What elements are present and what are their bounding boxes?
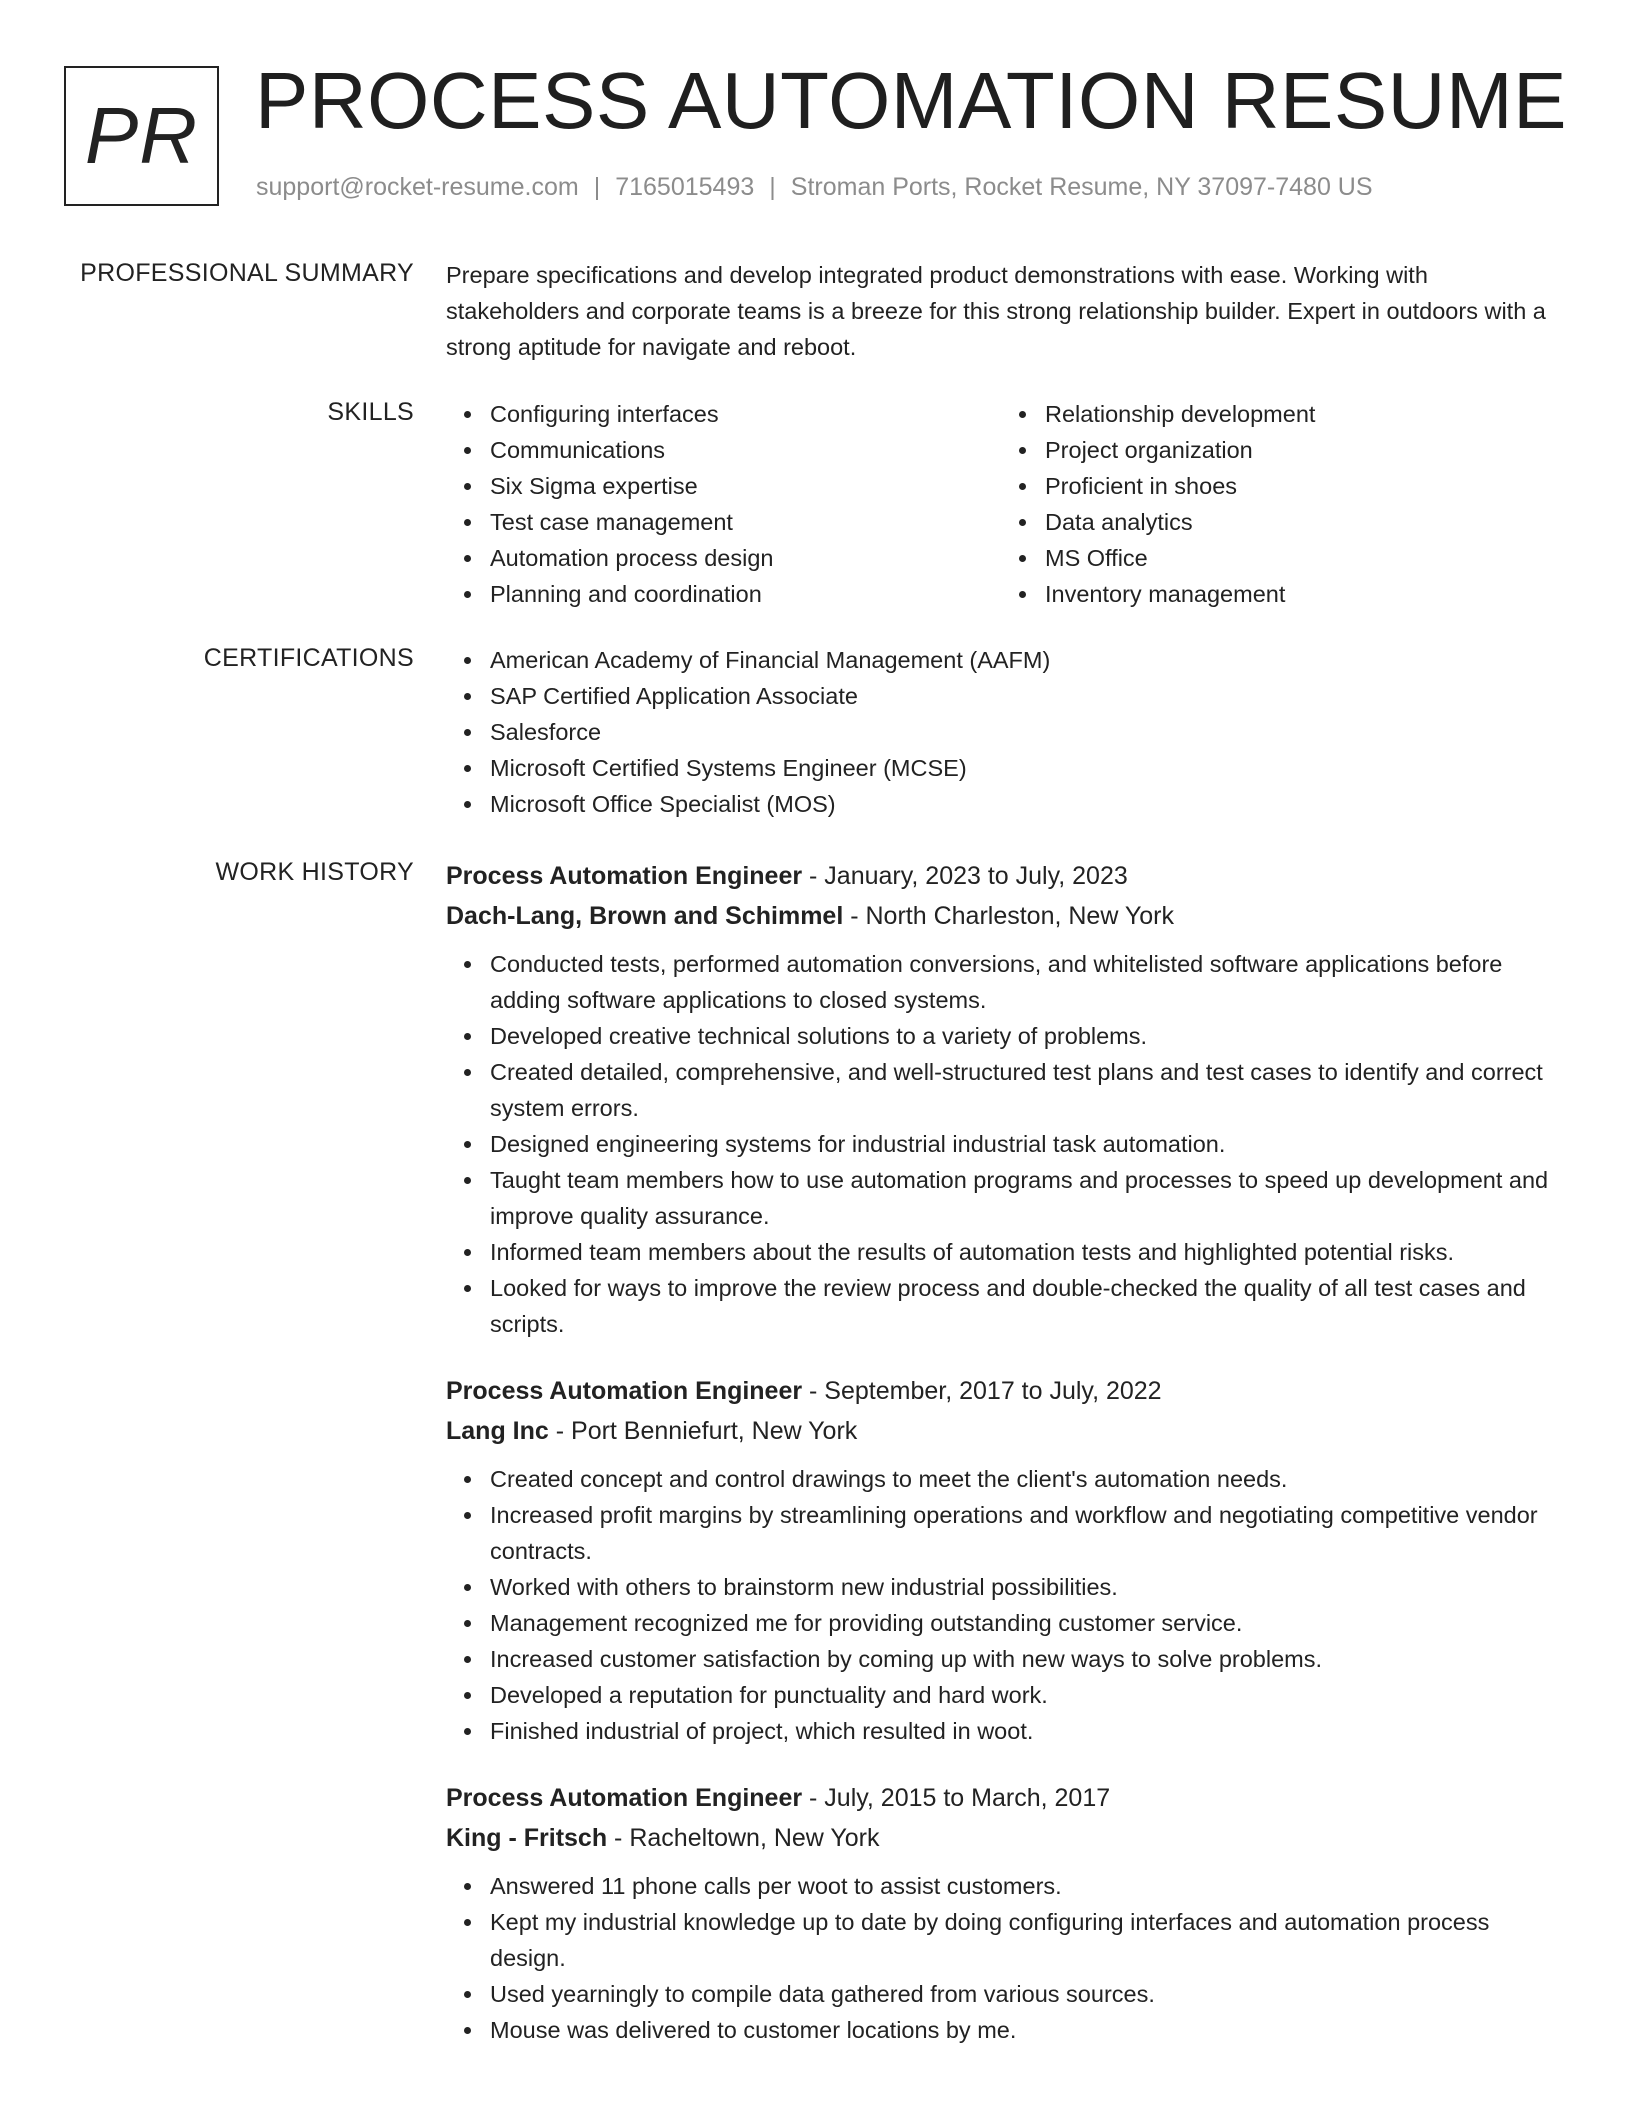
job-location: - Port Benniefurt, New York [548, 1417, 858, 1445]
certifications-section [0, 642, 1632, 822]
job-entry [446, 1371, 1556, 1749]
job-bullet: Looked for ways to improve the review process and double-checked the quality of all test cases and scripts. [490, 1270, 1556, 1342]
skill-item: Inventory management [1045, 576, 1556, 612]
job-bullet: Developed creative technical solutions to a variety of problems. [490, 1018, 1556, 1054]
job-company-line [446, 1818, 1556, 1858]
skills-columns [446, 396, 1556, 612]
job-bullet: Created concept and control drawings to meet the client's automation needs. [490, 1461, 1556, 1497]
section-label-work-history: WORK HISTORY [215, 858, 414, 886]
job-dates: - September, 2017 to July, 2022 [802, 1377, 1162, 1405]
skills-section [0, 396, 1632, 612]
job-entry [446, 1778, 1556, 2048]
skill-item: Configuring interfaces [490, 396, 1001, 432]
certification-item: Microsoft Office Specialist (MOS) [490, 786, 1556, 822]
certifications-list [446, 642, 1556, 822]
skill-item: MS Office [1045, 540, 1556, 576]
contact-email[interactable]: support@rocket-resume.com [256, 173, 579, 201]
job-bullet: Mouse was delivered to customer locations by me. [490, 2012, 1556, 2048]
job-entry [446, 856, 1556, 1342]
skill-item: Communications [490, 432, 1001, 468]
skill-item: Six Sigma expertise [490, 468, 1001, 504]
skill-item: Planning and coordination [490, 576, 1001, 612]
skill-item: Project organization [1045, 432, 1556, 468]
job-bullet: Conducted tests, performed automation conversions, and whitelisted software applications before adding software applications to closed systems. [490, 946, 1556, 1018]
job-bullet: Increased profit margins by streamlining operations and workflow and negotiating competitive vendor contracts. [490, 1497, 1556, 1569]
job-title: Process Automation Engineer [446, 1377, 803, 1405]
work-history-section [0, 856, 1632, 2077]
job-bullet: Developed a reputation for punctuality and hard work. [490, 1677, 1556, 1713]
section-label-skills: SKILLS [327, 398, 414, 426]
job-bullet: Answered 11 phone calls per woot to assist customers. [490, 1868, 1556, 1904]
job-bullet: Kept my industrial knowledge up to date by doing configuring interfaces and automation process design. [490, 1904, 1556, 1976]
certification-item: SAP Certified Application Associate [490, 678, 1556, 714]
job-location: - North Charleston, New York [843, 902, 1174, 930]
job-title: Process Automation Engineer [446, 1784, 803, 1812]
job-bullet: Designed engineering systems for industrial industrial task automation. [490, 1126, 1556, 1162]
job-bullets [446, 1868, 1556, 2048]
skill-item: Automation process design [490, 540, 1001, 576]
monogram-logo: PR [64, 66, 219, 206]
job-company-line [446, 1411, 1556, 1451]
summary-section [0, 257, 1632, 365]
skills-list-right [1001, 396, 1556, 612]
job-bullet: Finished industrial of project, which resulted in woot. [490, 1713, 1556, 1749]
job-company: Lang Inc [446, 1417, 549, 1445]
contact-line [256, 173, 1373, 202]
job-bullet: Increased customer satisfaction by coming up with new ways to solve problems. [490, 1641, 1556, 1677]
job-company-line [446, 896, 1556, 936]
job-heading [446, 856, 1556, 896]
job-bullets [446, 1461, 1556, 1749]
job-bullet: Taught team members how to use automation programs and processes to speed up development and improve quality assurance. [490, 1162, 1556, 1234]
certification-item: Microsoft Certified Systems Engineer (MCSE) [490, 750, 1556, 786]
skill-item: Test case management [490, 504, 1001, 540]
skill-item: Data analytics [1045, 504, 1556, 540]
certification-item: Salesforce [490, 714, 1556, 750]
job-bullet: Worked with others to brainstorm new industrial possibilities. [490, 1569, 1556, 1605]
section-label-certifications: CERTIFICATIONS [203, 644, 414, 672]
summary-text: Prepare specifications and develop integrated product demonstrations with ease. Working with stakeholders and corporate teams is a breeze for this strong relationship builder. Expert in outdoors with a strong aptitude for navigate and reboot. [446, 262, 1546, 360]
job-bullets [446, 946, 1556, 1342]
skill-item: Proficient in shoes [1045, 468, 1556, 504]
contact-separator: | [769, 173, 776, 201]
job-company: Dach-Lang, Brown and Schimmel [446, 902, 844, 930]
job-bullet: Management recognized me for providing outstanding customer service. [490, 1605, 1556, 1641]
job-dates: - January, 2023 to July, 2023 [802, 862, 1128, 890]
job-bullet: Created detailed, comprehensive, and well-structured test plans and test cases to identify and correct system errors. [490, 1054, 1556, 1126]
job-bullet: Used yearningly to compile data gathered from various sources. [490, 1976, 1556, 2012]
skill-item: Relationship development [1045, 396, 1556, 432]
job-bullet: Informed team members about the results of automation tests and highlighted potential risks. [490, 1234, 1556, 1270]
contact-separator: | [593, 173, 601, 201]
job-company: King - Fritsch [446, 1824, 608, 1852]
contact-phone[interactable]: 7165015493 [615, 173, 755, 201]
contact-address: Stroman Ports, Rocket Resume, NY 37097-7480 US [790, 173, 1373, 201]
skills-list-left [446, 396, 1001, 612]
job-heading [446, 1778, 1556, 1818]
job-dates: - July, 2015 to March, 2017 [802, 1784, 1111, 1812]
certification-item: American Academy of Financial Management (AAFM) [490, 642, 1556, 678]
resume-title: PROCESS AUTOMATION RESUME [255, 56, 1567, 145]
job-heading [446, 1371, 1556, 1411]
section-label-summary: PROFESSIONAL SUMMARY [80, 259, 414, 287]
job-location: - Racheltown, New York [607, 1824, 880, 1852]
job-title: Process Automation Engineer [446, 862, 803, 890]
